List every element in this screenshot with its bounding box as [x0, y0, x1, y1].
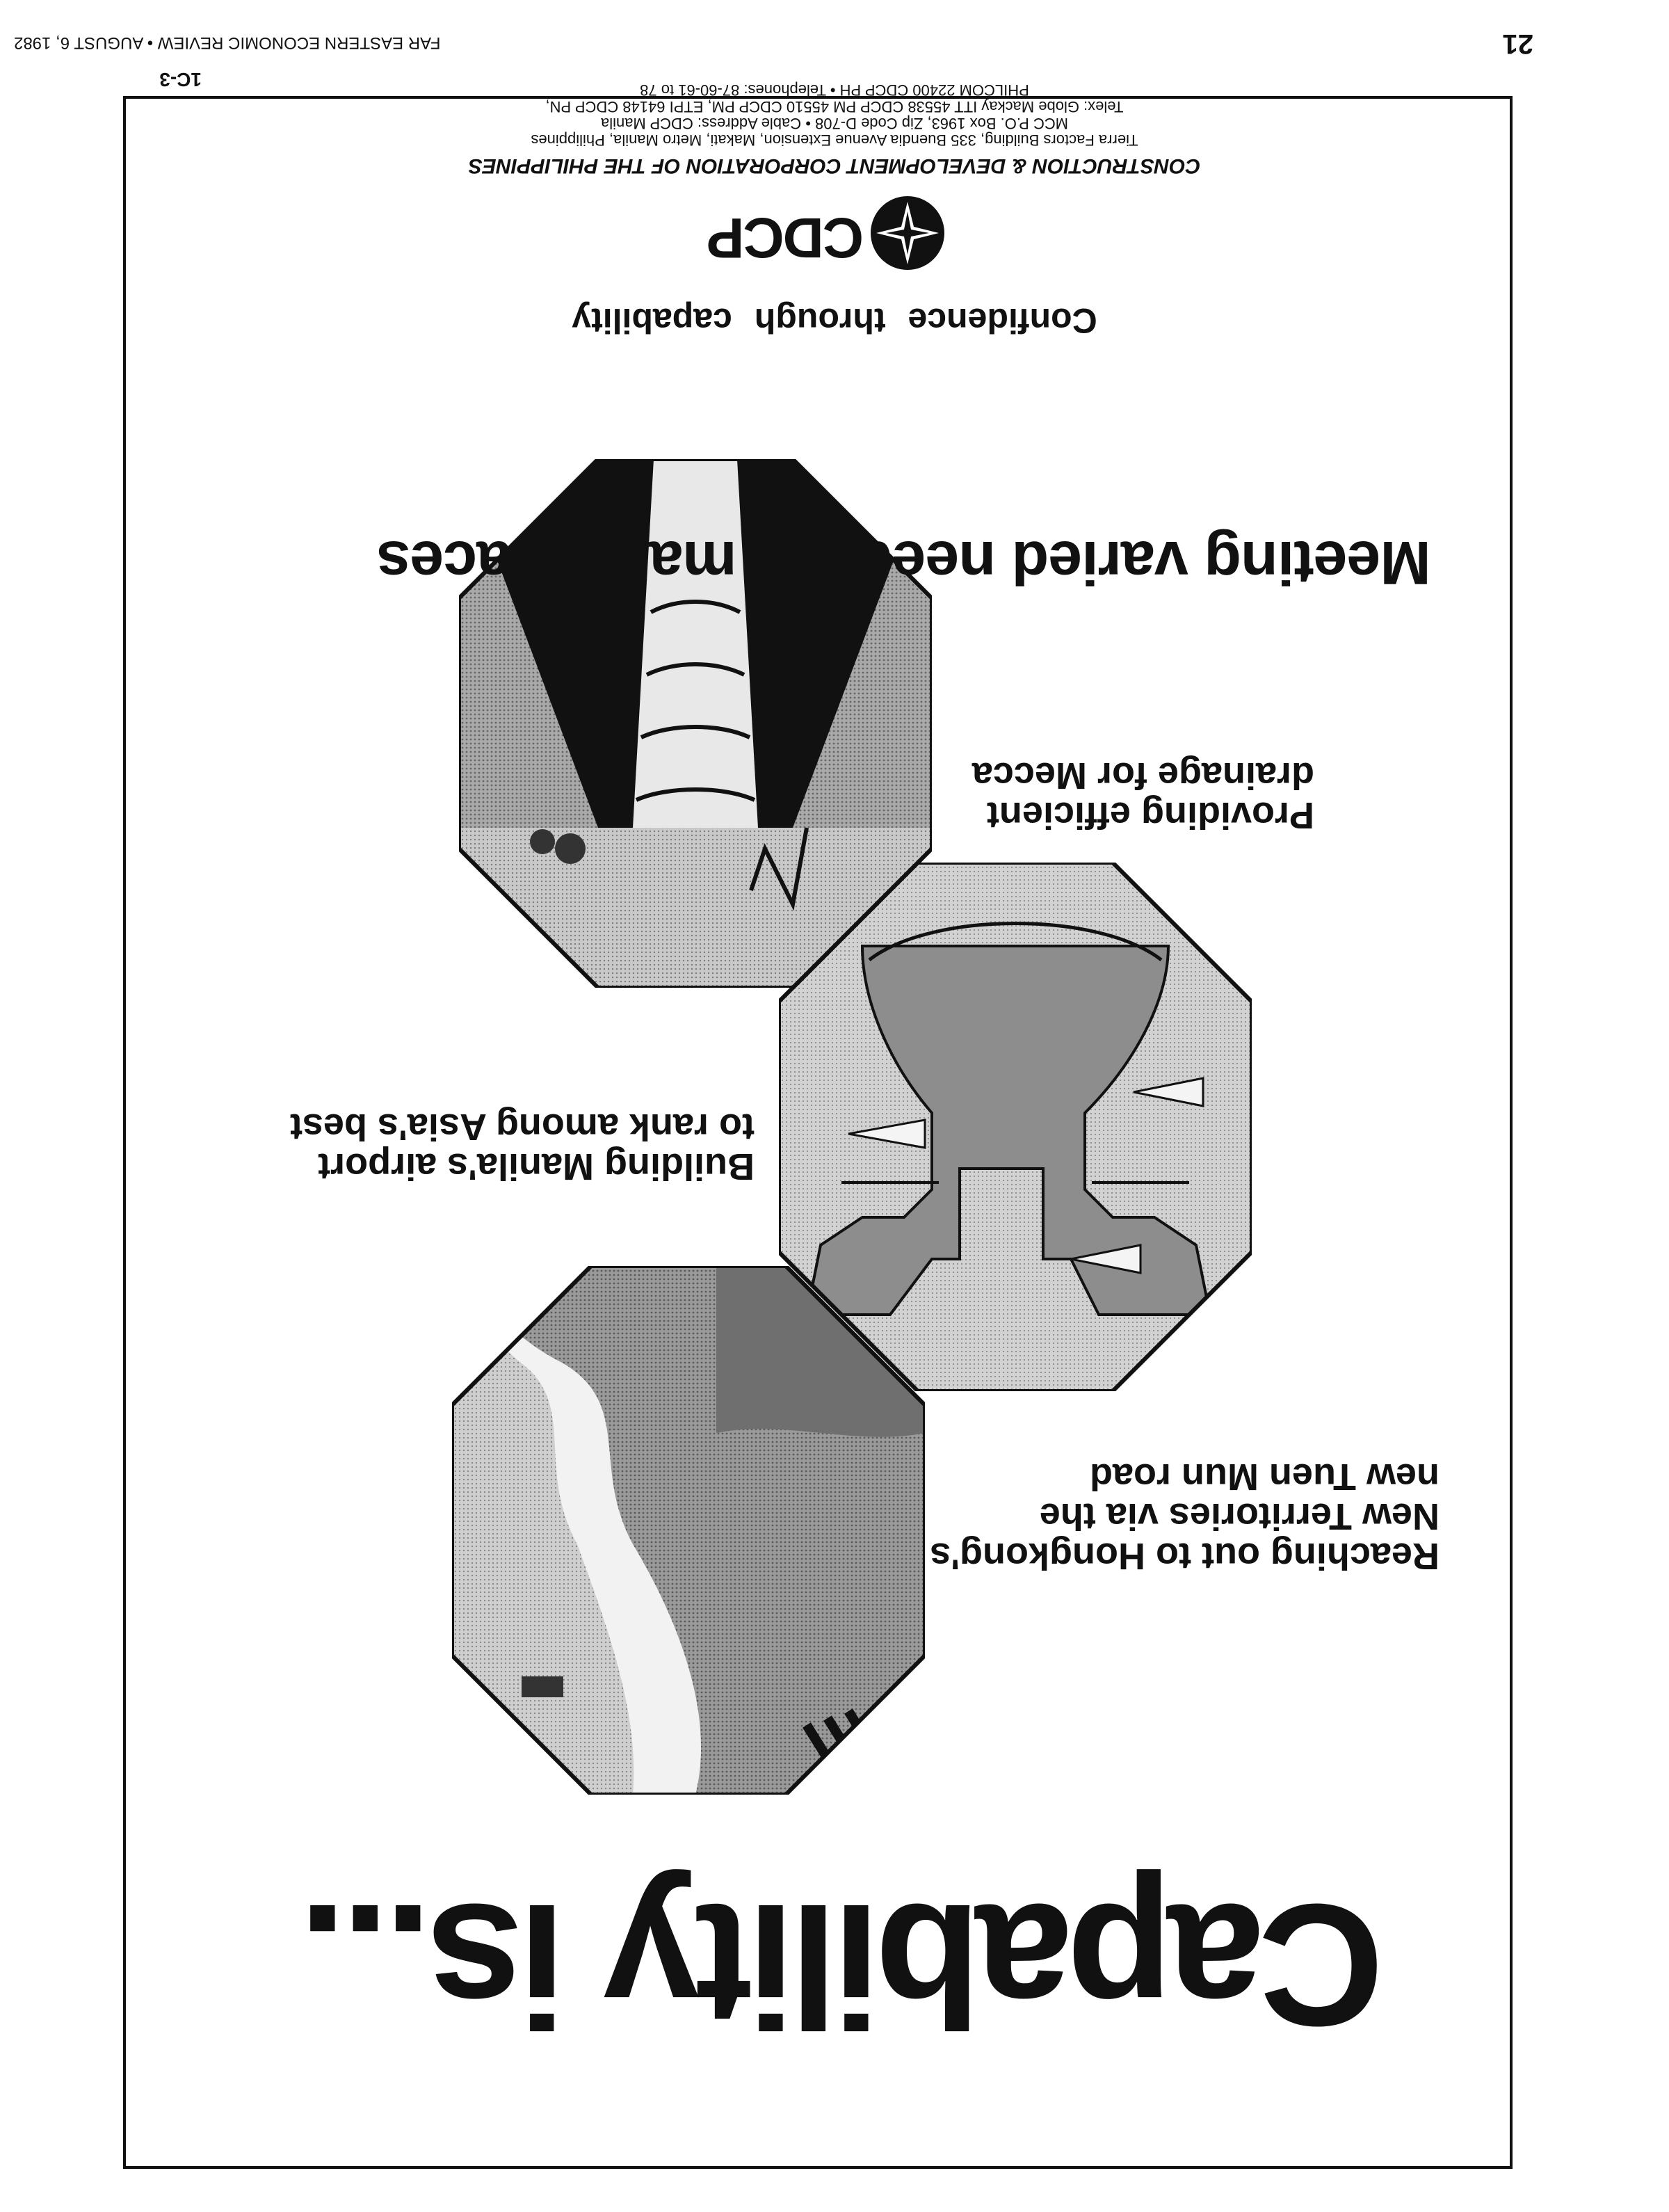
address-line: Telex: Globe Mackay ITT 45538 CDCP PM 45510 CDCP PM, ETPI 64148 CDCP PN,	[545, 98, 1124, 115]
panel-caption-airport: Building Manila's airport to rank among Asia's best	[289, 1105, 755, 1187]
ad-code: 1C-3	[159, 69, 202, 90]
publication-footer: FAR EASTERN ECONOMIC REVIEW • AUGUST 6, 1982	[14, 33, 441, 52]
address-line: MCC P.O. Box 1963, Zip Code D-708 • Cable Address: CDCP Manila	[600, 115, 1069, 132]
company-logo	[695, 195, 946, 271]
company-name: CONSTRUCTION & DEVELOPMENT CORPORATION OF THE PHILIPPINES	[468, 154, 1201, 177]
panel-caption-road: Reaching out to Hongkong's New Territories via the new Tuen Mun road	[930, 1455, 1440, 1577]
page-number: 21	[1502, 29, 1533, 59]
address-line: Tierra Factors Building, 335 Buendia Avenue Extension, Makati, Metro Manila, Philippines	[531, 131, 1138, 149]
cdcp-logo-icon	[869, 195, 946, 271]
logo-wordmark: CDCP	[707, 206, 864, 269]
headline: Capability is...	[303, 1868, 1384, 2062]
address-line: PHILCOM 22400 CDCP PH • Telephones: 87-60-61 to 78	[640, 81, 1029, 99]
tagline: Meeting varied needs in many places	[377, 529, 1431, 598]
confidence-slogan: Confidence through capability	[572, 301, 1097, 340]
panel-caption-drainage: Providing efficient drainage for Mecca	[971, 754, 1314, 836]
